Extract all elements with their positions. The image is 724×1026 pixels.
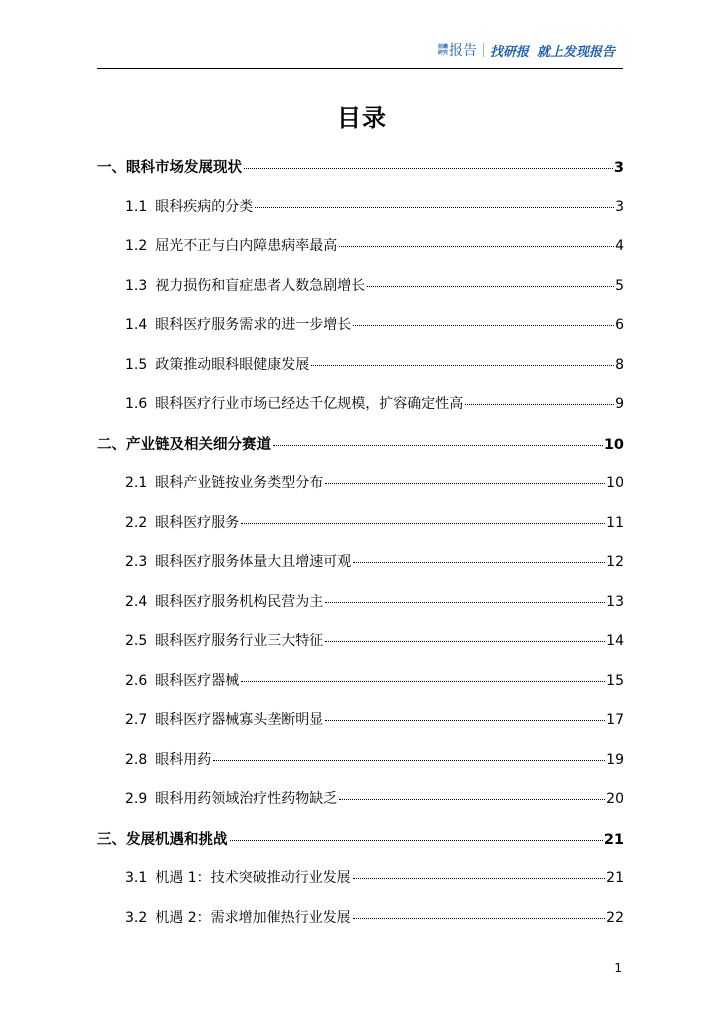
toc-number: 三、 — [97, 832, 126, 848]
page-title: 目录 — [337, 104, 387, 132]
toc-entry-section-3[interactable] — [97, 828, 624, 849]
toc-page: 20 — [606, 791, 624, 807]
toc-label: 眼科用药 — [155, 752, 212, 768]
toc-entry-2-6[interactable] — [97, 670, 624, 690]
toc-label: 眼科医疗行业市场已经达千亿规模，扩容确定性高 — [155, 396, 464, 412]
toc-entry-2-2[interactable] — [97, 512, 624, 532]
toc-page: 10 — [603, 437, 624, 453]
toc-number: 2.8 — [125, 752, 148, 768]
toc-page: 4 — [615, 238, 624, 254]
toc-number: 3.2 — [125, 910, 148, 926]
toc-entry-1-4[interactable] — [97, 314, 624, 334]
toc-entry-2-9[interactable] — [97, 788, 624, 808]
toc-label: 机遇 1：技术突破推动行业发展 — [155, 870, 351, 886]
toc-label: 眼科产业链按业务类型分布 — [155, 475, 324, 491]
toc-page: 21 — [606, 870, 624, 886]
dot-leader — [325, 483, 605, 484]
dot-leader — [273, 445, 603, 446]
toc-page: 8 — [615, 357, 624, 373]
toc-page: 17 — [606, 712, 624, 728]
toc-entry-2-5[interactable] — [97, 630, 624, 650]
toc-page: 3 — [615, 199, 624, 215]
toc-number: 2.2 — [125, 515, 148, 531]
brand-banner[interactable] — [438, 40, 615, 60]
toc-entry-2-4[interactable] — [97, 591, 624, 611]
toc-entry-2-1[interactable] — [97, 472, 624, 492]
toc-entry-1-2[interactable] — [97, 235, 624, 255]
toc-label: 眼科医疗服务机构民营为主 — [155, 594, 324, 610]
dot-leader — [353, 878, 606, 879]
toc-entry-2-3[interactable] — [97, 551, 624, 571]
toc-number: 2.7 — [125, 712, 148, 728]
dot-leader — [353, 918, 606, 919]
toc-page: 21 — [603, 832, 624, 848]
toc-number: 1.5 — [125, 357, 148, 373]
toc-entry-3-1[interactable] — [97, 867, 624, 887]
dot-leader — [353, 325, 614, 326]
toc-page: 12 — [606, 554, 624, 570]
logo-text: 报告 — [448, 43, 477, 59]
toc-number: 1.2 — [125, 238, 148, 254]
dot-leader — [353, 562, 605, 563]
toc-entry-1-5[interactable] — [97, 354, 624, 374]
dot-leader — [325, 602, 605, 603]
toc-number: 2.1 — [125, 475, 148, 491]
dot-leader — [339, 246, 614, 247]
dot-leader — [255, 207, 614, 208]
dot-leader — [244, 168, 613, 169]
dot-leader — [367, 286, 614, 287]
toc-number: 二、 — [97, 437, 126, 453]
toc-number: 2.6 — [125, 673, 148, 689]
toc-number: 1.6 — [125, 396, 148, 412]
dot-leader — [325, 720, 605, 721]
logo-small-top: 前瞻 — [437, 44, 448, 50]
toc-number: 2.3 — [125, 554, 148, 570]
dot-leader — [230, 840, 603, 841]
toc-page: 3 — [613, 160, 624, 176]
toc-entry-section-1[interactable] — [97, 156, 624, 177]
toc-number: 1.4 — [125, 317, 148, 333]
dot-leader — [465, 404, 614, 405]
toc-entry-2-7[interactable] — [97, 709, 624, 729]
toc-page: 13 — [606, 594, 624, 610]
toc-page: 15 — [606, 673, 624, 689]
toc-page: 22 — [606, 910, 624, 926]
toc-number: 1.3 — [125, 278, 148, 294]
page-header — [97, 36, 623, 69]
slogan-primary: 找研报 — [489, 44, 529, 60]
toc-number: 2.4 — [125, 594, 148, 610]
dot-leader — [325, 641, 605, 642]
toc-label: 眼科疾病的分类 — [155, 199, 254, 215]
toc-label: 眼科医疗器械 — [155, 673, 240, 689]
toc-number: 1.1 — [125, 199, 148, 215]
toc-entry-3-2[interactable] — [97, 907, 624, 927]
toc-page: 5 — [615, 278, 624, 294]
toc-number: 3.1 — [125, 870, 148, 886]
toc-number: 2.5 — [125, 633, 148, 649]
dot-leader — [339, 799, 605, 800]
toc-page: 19 — [606, 752, 624, 768]
page-number: 1 — [614, 961, 622, 975]
toc-label: 机遇 2：需求增加催热行业发展 — [155, 910, 351, 926]
toc-label: 眼科医疗器械寡头垄断明显 — [155, 712, 324, 728]
toc-label: 眼科医疗服务需求的进一步增长 — [155, 317, 352, 333]
toc-label: 眼科市场发展现状 — [126, 160, 242, 176]
dot-leader — [241, 523, 605, 524]
toc-label: 眼科医疗服务 — [155, 515, 240, 531]
toc-label: 眼科医疗服务行业三大特征 — [155, 633, 324, 649]
toc-label: 眼科医疗服务体量大且增速可观 — [155, 554, 352, 570]
toc-page: 14 — [606, 633, 624, 649]
dot-leader — [311, 365, 614, 366]
toc-entry-section-2[interactable] — [97, 433, 624, 454]
toc-label: 发展机遇和挑战 — [126, 832, 228, 848]
toc-number: 一、 — [97, 160, 126, 176]
toc-label: 产业链及相关细分赛道 — [126, 437, 271, 453]
toc-entry-2-8[interactable] — [97, 749, 624, 769]
toc-label: 屈光不正与白内障患病率最高 — [155, 238, 338, 254]
toc-entry-1-1[interactable] — [97, 196, 624, 216]
toc-page: 11 — [606, 515, 624, 531]
brand-divider — [483, 43, 484, 57]
toc-page: 9 — [615, 396, 624, 412]
toc-page: 10 — [606, 475, 624, 491]
dot-leader — [213, 760, 605, 761]
logo-small-bottom: 研究 — [437, 50, 448, 56]
toc-number: 2.9 — [125, 791, 148, 807]
toc-label: 政策推动眼科眼健康发展 — [155, 357, 310, 373]
toc-label: 眼科用药领域治疗性药物缺乏 — [155, 791, 338, 807]
toc-page: 6 — [615, 317, 624, 333]
toc-label: 视力损伤和盲症患者人数急剧增长 — [155, 278, 366, 294]
logo-mark — [438, 44, 448, 56]
slogan-secondary: 就上发现报告 — [536, 44, 615, 60]
dot-leader — [241, 681, 605, 682]
toc-entry-1-3[interactable] — [97, 275, 624, 295]
toc-entry-1-6[interactable] — [97, 393, 624, 413]
